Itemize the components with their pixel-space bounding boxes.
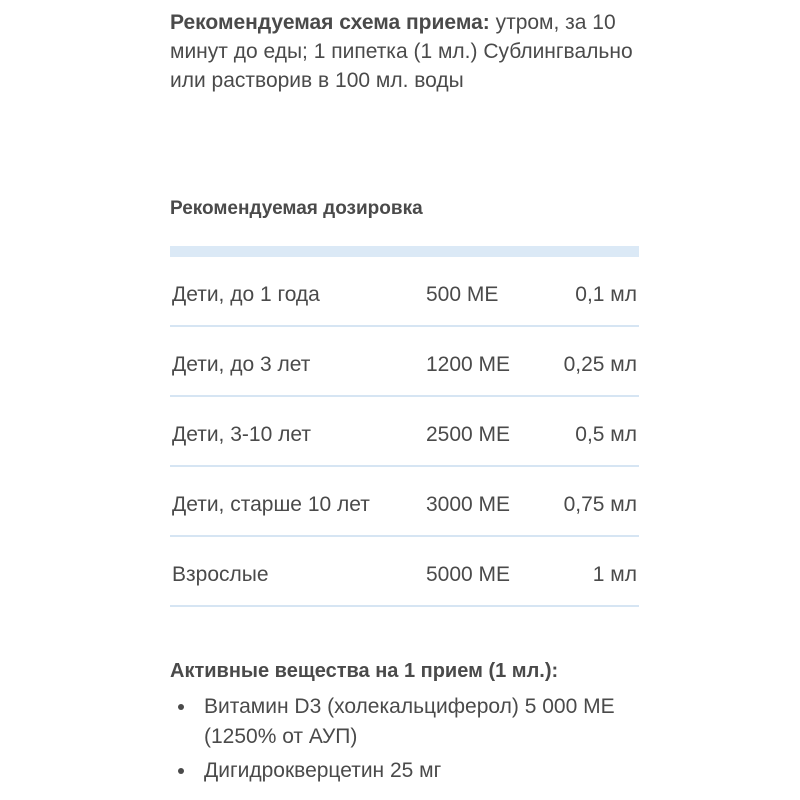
table-row (170, 397, 639, 467)
table-row (170, 537, 639, 607)
dose-cell: 3000 МЕ (426, 493, 511, 516)
active-ingredients-list (170, 692, 640, 786)
volume-cell: 0,75 мл (563, 493, 637, 516)
age-group-cell: Дети, до 1 года (172, 283, 320, 306)
table-row (170, 257, 639, 327)
dose-cell: 5000 МЕ (426, 563, 511, 586)
volume-cell: 0,25 мл (563, 353, 637, 376)
bullet-icon (178, 768, 184, 774)
dosage-table (170, 246, 639, 607)
volume-cell: 0,5 мл (575, 423, 637, 446)
active-ingredient-text: Дигидрокверцетин 25 мг (204, 759, 442, 782)
age-group-cell: Дети, до 3 лет (172, 353, 311, 376)
active-ingredients (170, 660, 640, 790)
list-item (170, 756, 640, 786)
list-item (170, 692, 640, 752)
dosage-table-header-bar (170, 246, 639, 257)
age-group-cell: Взрослые (172, 563, 269, 586)
bullet-icon (178, 704, 184, 710)
table-row (170, 467, 639, 537)
dose-cell: 1200 МЕ (426, 353, 511, 376)
volume-cell: 0,1 мл (575, 283, 637, 306)
dosage-heading: Рекомендуемая дозировка (170, 198, 423, 219)
active-ingredient-text: Витамин D3 (холекальциферол) 5 000 МЕ (1250% от АУП) (204, 695, 615, 748)
intake-scheme-text: утром, за 10 минут до еды; 1 пипетка (1 мл.) Сублингвально или растворив в 100 мл. воды (170, 11, 633, 92)
intake-scheme (170, 8, 640, 95)
intake-scheme-paragraph (170, 8, 640, 95)
active-ingredients-heading: Активные вещества на 1 прием (1 мл.): (170, 660, 559, 682)
dose-cell: 500 МЕ (426, 283, 499, 306)
dose-cell: 2500 МЕ (426, 423, 511, 446)
table-row (170, 327, 639, 397)
age-group-cell: Дети, старше 10 лет (172, 493, 370, 516)
volume-cell: 1 мл (592, 563, 637, 586)
age-group-cell: Дети, 3-10 лет (172, 423, 311, 446)
intake-scheme-label: Рекомендуемая схема приема: (170, 11, 490, 34)
